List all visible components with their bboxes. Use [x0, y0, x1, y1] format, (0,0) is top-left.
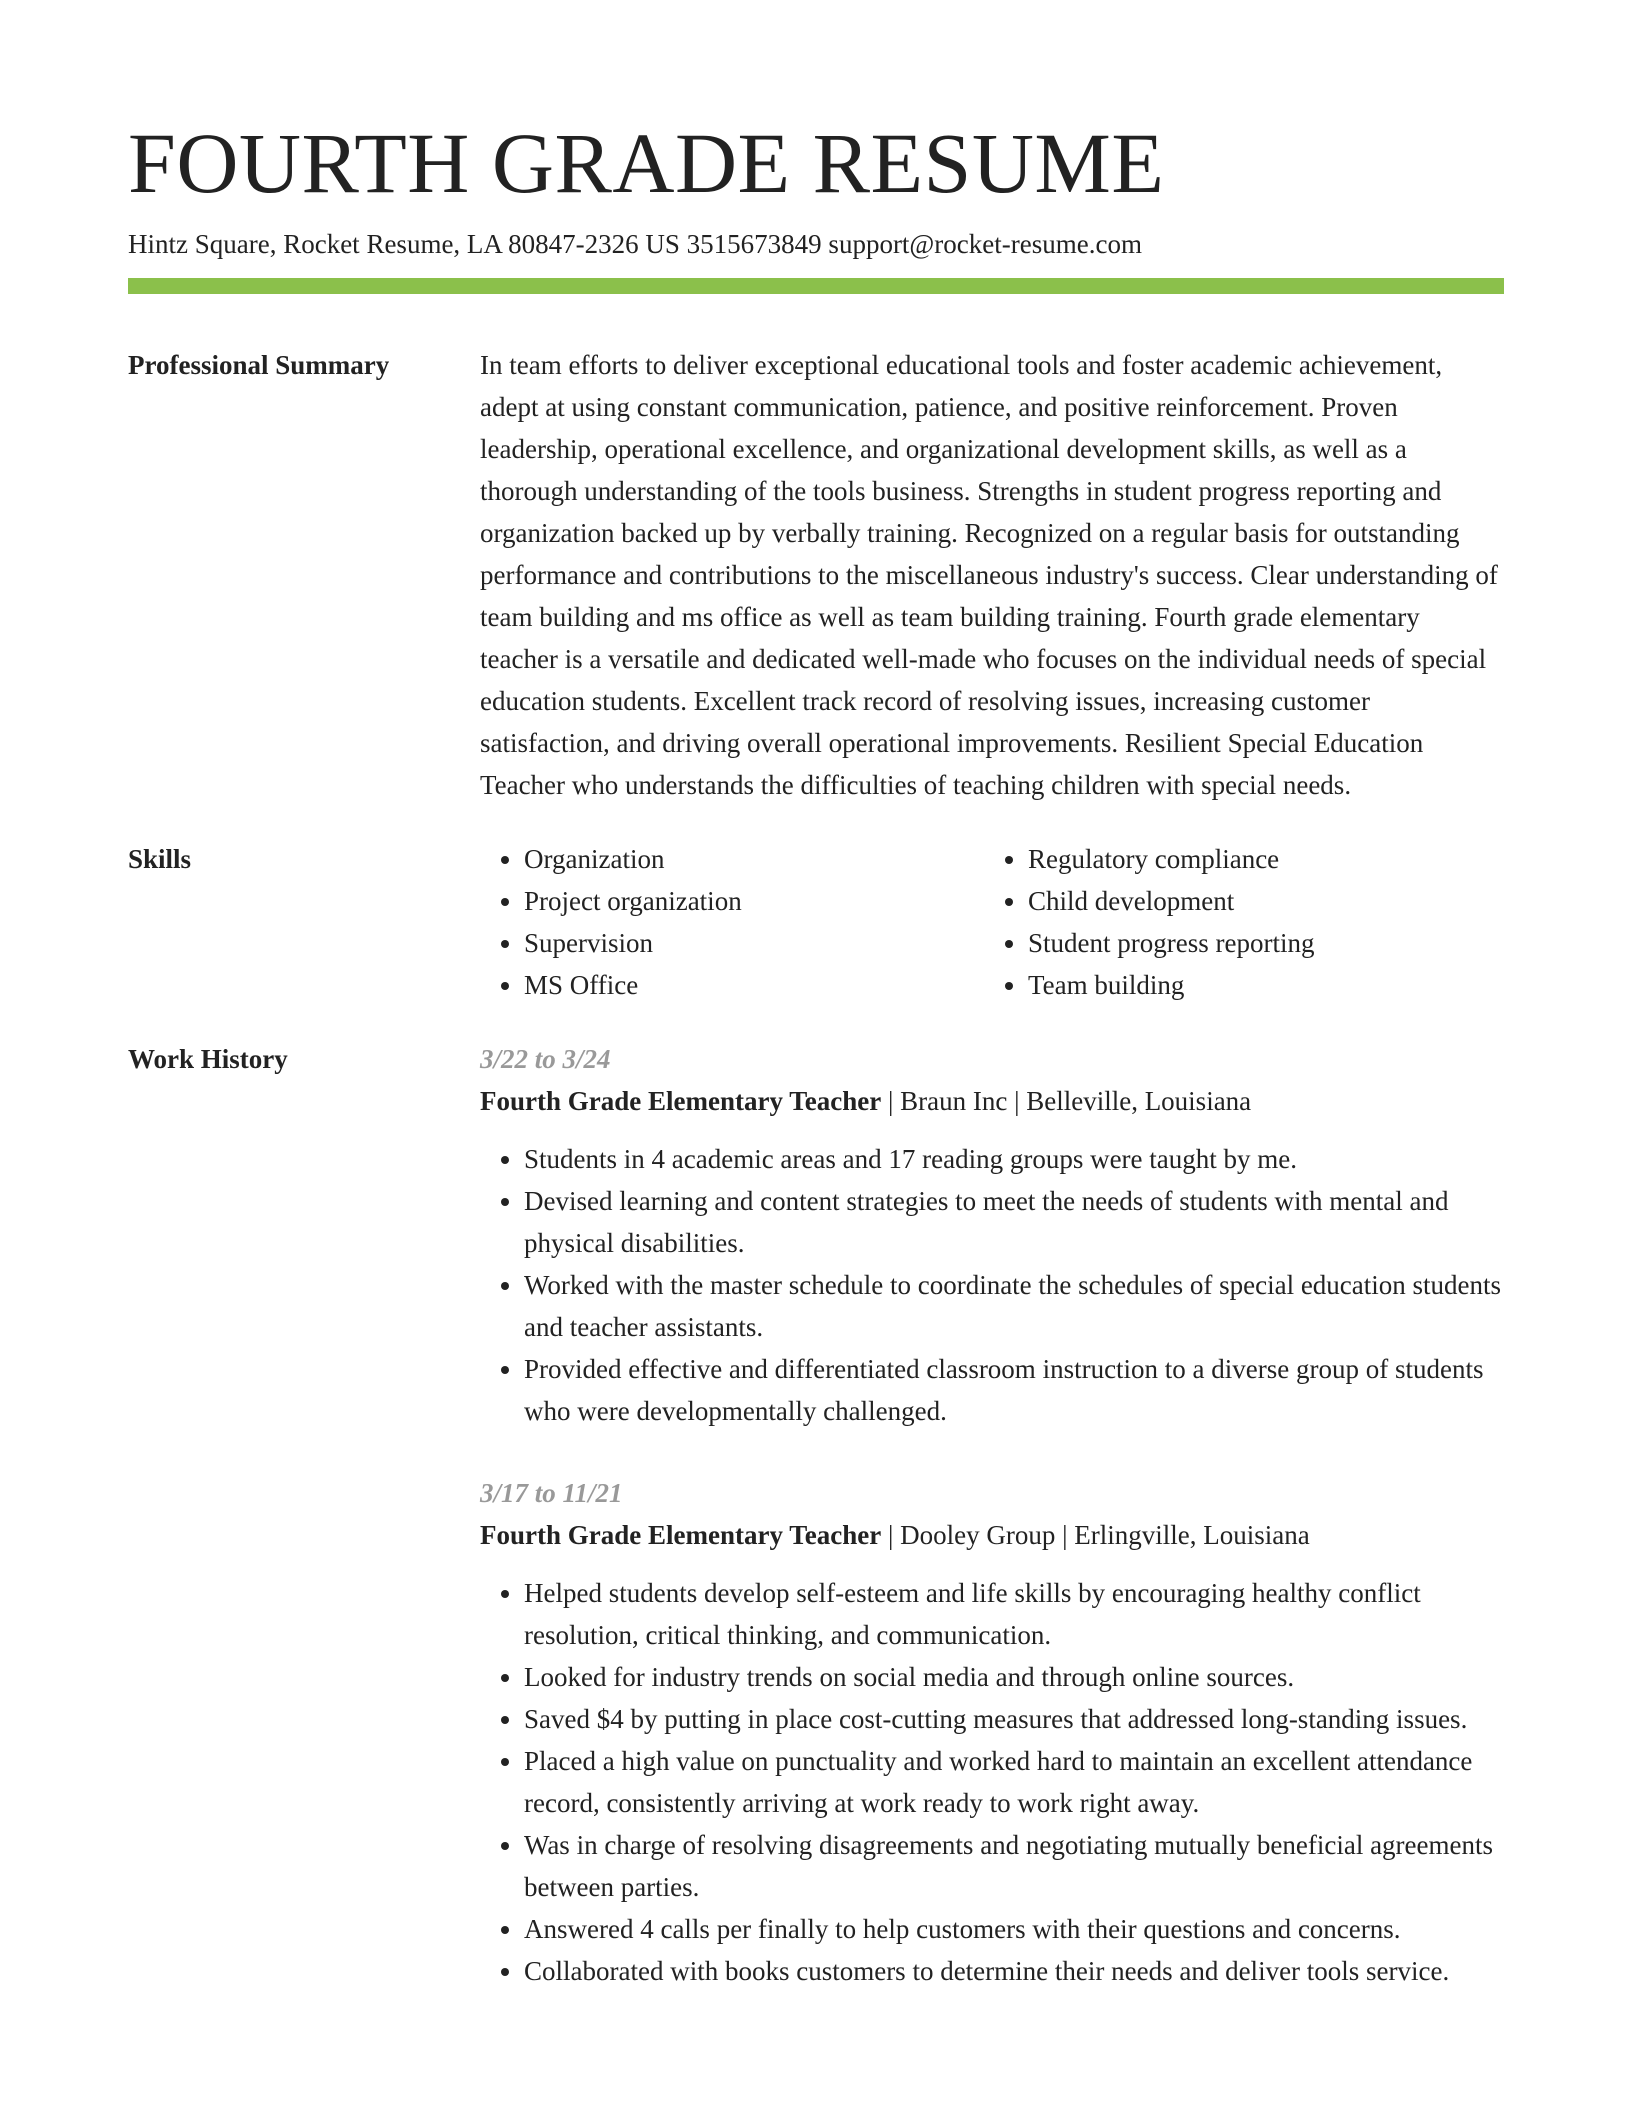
- job-heading: [480, 1080, 1504, 1122]
- job-details: | Braun Inc | Belleville, Louisiana: [881, 1086, 1252, 1117]
- skill-item: • Supervision: [524, 922, 984, 964]
- job-bullet: • Helped students develop self-esteem and life skills by encouraging healthy conflict resolution, critical thinking, and communication.: [524, 1572, 1504, 1656]
- job-entry: [480, 1038, 1504, 1432]
- job-bullets: [480, 1572, 1504, 1992]
- job-heading: [480, 1514, 1504, 1556]
- contact-line: Hintz Square, Rocket Resume, LA 80847-2326 US 3515673849 support@rocket-resume.com: [128, 229, 1142, 259]
- skill-item: • MS Office: [524, 964, 984, 1006]
- job-bullet: • Saved $4 by putting in place cost-cutting measures that addressed long-standing issues.: [524, 1698, 1504, 1740]
- summary-text: In team efforts to deliver exceptional educational tools and foster academic achievement, adept at using constant communication, patience, and positive reinforcement. Proven leadership, operational excellence, and organizational development skills, as well as a thorough understanding of the tools business. Strengths in student progress reporting and organization backed up by verbally training. Recognized on a regular basis for outstanding performance and contributions to the miscellaneous industry's success. Clear understanding of team building and ms office as well as team building training. Fourth grade elementary teacher is a versatile and dedicated well-made who focuses on the individual needs of special education students. Excellent track record of resolving issues, increasing customer satisfaction, and driving overall operational improvements. Resilient Special Education Teacher who understands the difficulties of teaching children with special needs.: [480, 350, 1498, 801]
- job-dates: 3/17 to 11/21: [480, 1478, 623, 1509]
- skills-list-right: [984, 838, 1488, 1006]
- job-bullet: • Worked with the master schedule to coordinate the schedules of special education students and teacher assistants.: [524, 1264, 1504, 1348]
- job-bullets: [480, 1138, 1504, 1432]
- skills-list-left: [480, 838, 984, 1006]
- summary-section: [128, 344, 1504, 806]
- job-title: Fourth Grade Elementary Teacher: [480, 1086, 882, 1117]
- resume-title: FOURTH GRADE RESUME: [128, 115, 1165, 211]
- summary-label: Professional Summary: [128, 350, 390, 381]
- job-bullet: • Provided effective and differentiated classroom instruction to a diverse group of students who were developmentally challenged.: [524, 1348, 1504, 1432]
- accent-divider: [128, 278, 1504, 294]
- job-bullet: • Students in 4 academic areas and 17 reading groups were taught by me.: [524, 1138, 1504, 1180]
- skill-item: • Student progress reporting: [1028, 922, 1488, 964]
- job-bullet: • Devised learning and content strategies to meet the needs of students with mental and physical disabilities.: [524, 1180, 1504, 1264]
- job-bullet: • Answered 4 calls per finally to help customers with their questions and concerns.: [524, 1908, 1504, 1950]
- skill-item: • Team building: [1028, 964, 1488, 1006]
- skill-item: • Child development: [1028, 880, 1488, 922]
- skills-label: Skills: [128, 844, 192, 875]
- skill-item: • Organization: [524, 838, 984, 880]
- skill-item: • Project organization: [524, 880, 984, 922]
- job-bullet: • Was in charge of resolving disagreements and negotiating mutually beneficial agreements between parties.: [524, 1824, 1504, 1908]
- skills-section: [128, 838, 1504, 1006]
- job-title: Fourth Grade Elementary Teacher: [480, 1520, 882, 1551]
- job-bullet: • Looked for industry trends on social media and through online sources.: [524, 1656, 1504, 1698]
- work-history-section: [128, 1038, 1504, 2032]
- skills-body: [480, 838, 1504, 1006]
- job-bullet: • Placed a high value on punctuality and worked hard to maintain an excellent attendance record, consistently arriving at work ready to work right away.: [524, 1740, 1504, 1824]
- work-history-label: Work History: [128, 1044, 288, 1075]
- job-dates: 3/22 to 3/24: [480, 1044, 611, 1075]
- job-bullet: • Collaborated with books customers to determine their needs and deliver tools service.: [524, 1950, 1504, 1992]
- job-details: | Dooley Group | Erlingville, Louisiana: [881, 1520, 1310, 1551]
- skill-item: • Regulatory compliance: [1028, 838, 1488, 880]
- skills-columns: [480, 838, 1504, 1006]
- job-entry: [480, 1472, 1504, 1992]
- work-history-body: [480, 1038, 1504, 2032]
